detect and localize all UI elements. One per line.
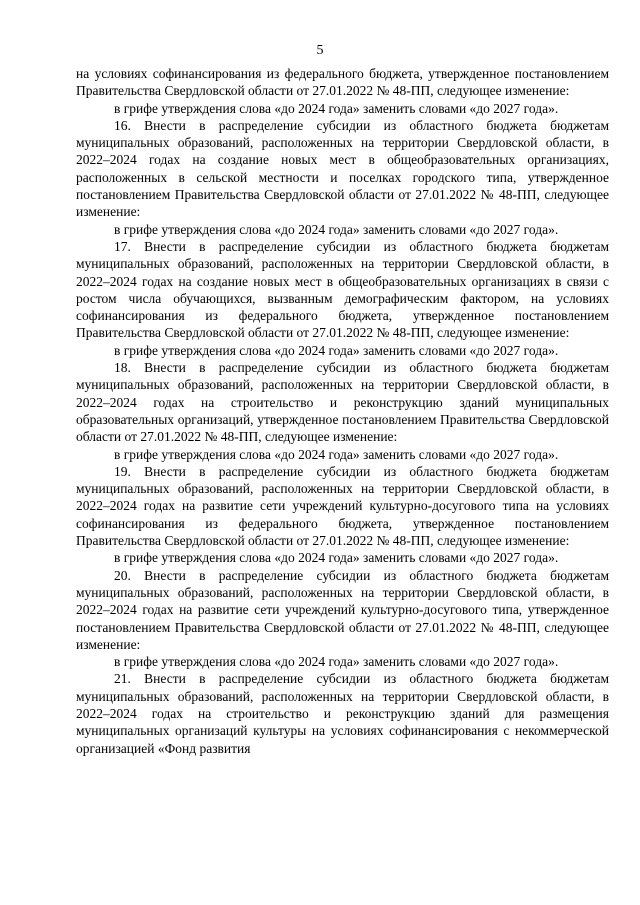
paragraph-continuation: на условиях софинансирования из федерального бюджета, утвержденное постановлением Правительства Свердловской области от 27.01.2022 № 48-ПП, следующее изменение: [76,66,609,99]
paragraph-item-20: 20. Внести в распределение субсидии из областного бюджета бюджетам муниципальных образований, расположенных на территории Свердловской области, в 2022–2024 годах на развитие сети учреждений культурно-досугового типа, утвержденное постановлением Правительства Свердловской области от 27.01.2022 № 48-ПП, следующее изменение: [76,567,609,652]
paragraph-item-17: 17. Внести в распределение субсидии из областного бюджета бюджетам муниципальных образований, расположенных на территории Свердловской области, в 2022–2024 годах на создание новых мест в общеобразовательных организациях в связи с ростом числа обучающихся, вызванным демографическим фактором, на условиях софинансирования из федерального бюджета, утвержденное постановлением Правительства Свердловской области от 27.01.2022 № 48-ПП, следующее изменение: [76,238,609,341]
paragraph-item-19: 19. Внести в распределение субсидии из областного бюджета бюджетам муниципальных образований, расположенных на территории Свердловской области, в 2022–2024 годах на развитие сети учреждений культурно-досугового типа на условиях софинансирования из федерального бюджета, утвержденное постановлением Правительства Свердловской области от 27.01.2022 № 48-ПП, следующее изменение: [76,463,609,549]
paragraph-amendment: в грифе утверждения слова «до 2024 года» заменить словами «до 2027 года». [114,342,559,358]
document-body [76,65,609,757]
paragraph-amendment: в грифе утверждения слова «до 2024 года» заменить словами «до 2027 года». [114,446,559,462]
paragraph-amendment: в грифе утверждения слова «до 2024 года» заменить словами «до 2027 года». [114,221,559,237]
paragraph-item-18: 18. Внести в распределение субсидии из областного бюджета бюджетам муниципальных образований, расположенных на территории Свердловской области, в 2022–2024 годах на строительство и реконструкцию зданий муниципальных образовательных организаций, утвержденное постановлением Правительства Свердловской области от 27.01.2022 № 48-ПП, следующее изменение: [76,360,609,445]
paragraph-amendment: в грифе утверждения слова «до 2024 года» заменить словами «до 2027 года». [114,550,559,566]
paragraph-item-21: 21. Внести в распределение субсидии из областного бюджета бюджетам муниципальных образований, расположенных на территории Свердловской области, в 2022–2024 годах на строительство и реконструкцию зданий для размещения муниципальных организаций культуры на условиях софинансирования с некоммерческой организацией «Фонд развития [76,671,609,756]
paragraph-item-16: 16. Внести в распределение субсидии из областного бюджета бюджетам муниципальных образований, расположенных на территории Свердловской области, в 2022–2024 годах на создание новых мест в общеобразовательных организациях, расположенных в сельской местности и поселках городского типа, утвержденное постановлением Правительства Свердловской области от 27.01.2022 № 48-ПП, следующее изменение: [76,117,609,220]
paragraph-amendment: в грифе утверждения слова «до 2024 года» заменить словами «до 2027 года». [114,654,559,670]
page-number: 5 [316,43,324,58]
paragraph-amendment: в грифе утверждения слова «до 2024 года» заменить словами «до 2027 года». [114,100,559,116]
